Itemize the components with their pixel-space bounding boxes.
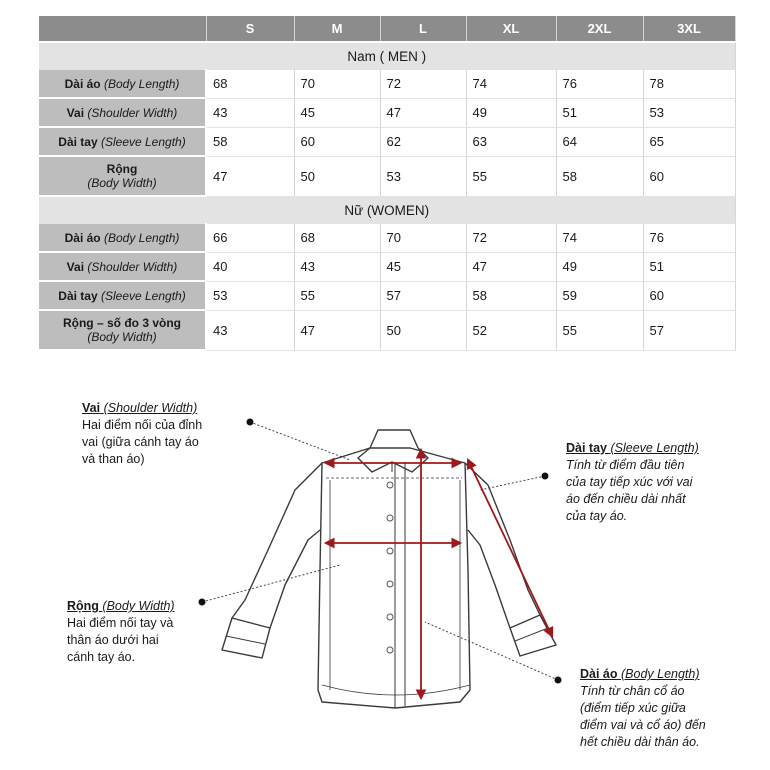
size-header-cell: L [380,16,466,42]
shirt-buttons [387,482,393,653]
table-row [39,98,735,127]
measurement-lines [326,450,552,698]
row-label-vi: Rộng – số đo 3 vòng [62,316,181,330]
annotation-body-width-title: Rộng (Body Width) [67,599,175,613]
measurement-cell: 63 [466,127,556,156]
size-header-cell: 3XL [643,16,735,42]
measurement-cell: 60 [643,156,735,196]
row-label-en: (Body Length) [103,76,180,91]
measurement-cell: 40 [206,252,294,281]
table-row [39,156,735,196]
leader-lines [202,422,558,680]
annotation-sleeve-line-2: của tay tiếp xúc với vai [566,475,693,489]
measurement-cell: 70 [380,224,466,253]
row-label-vi: Vai [66,105,85,120]
annotation-length-line-3: điểm vai và cổ áo) đến [580,718,706,732]
annotation-shoulder-line-1: Hai điểm nối của đỉnh [82,418,203,432]
measurement-cell: 72 [380,70,466,99]
row-label [39,224,206,253]
measurement-cell: 53 [643,98,735,127]
measurement-cell: 47 [294,310,380,350]
measurement-cell: 43 [294,252,380,281]
annotation-shoulder-width [82,400,250,468]
size-header-cell: XL [466,16,556,42]
measurement-cell: 47 [466,252,556,281]
measurement-cell: 70 [294,70,380,99]
section-row-women [39,196,735,224]
section-title-men: Nam ( MEN ) [39,42,735,70]
measurement-cell: 60 [294,127,380,156]
measurement-cell: 60 [643,281,735,310]
annotation-length-title: Dài áo (Body Length) [580,667,700,681]
row-label-en: (Sleeve Length) [100,288,186,303]
section-row-men [39,42,735,70]
row-label-en: (Shoulder Width) [87,105,178,120]
leader-dots [199,419,562,684]
size-header-cell: S [206,16,294,42]
row-label-en: (Body Width) [87,330,157,344]
measurement-cell: 49 [466,98,556,127]
measurement-cell: 55 [294,281,380,310]
measurement-cell: 47 [380,98,466,127]
measurement-cell: 76 [643,224,735,253]
measurement-cell: 45 [380,252,466,281]
size-header-row [39,16,735,42]
measurement-cell: 65 [643,127,735,156]
size-chart-table [39,16,736,351]
annotation-sleeve-line-3: áo đến chiều dài nhất [566,492,686,506]
row-label-vi: Vai [66,259,85,274]
size-header-cell: M [294,16,380,42]
measurement-cell: 78 [643,70,735,99]
row-label-vi: Rộng [106,162,138,176]
shirt-diagram [0,360,770,770]
measurement-cell: 49 [556,252,643,281]
annotation-sleeve-title: Dài tay (Sleeve Length) [566,441,699,455]
row-label-vi: Dài áo [64,76,101,91]
row-label [39,127,206,156]
annotation-body-length [580,666,728,751]
size-header-cell: 2XL [556,16,643,42]
measurement-cell: 76 [556,70,643,99]
table-row [39,310,735,350]
annotation-body-width-line-2: thân áo dưới hai [67,633,159,647]
row-label [39,98,206,127]
measurement-cell: 51 [556,98,643,127]
row-label-vi: Dài tay [58,288,98,303]
measurement-cell: 43 [206,310,294,350]
annotation-length-line-2: (điểm tiếp xúc giữa [580,701,686,715]
measurement-cell: 50 [294,156,380,196]
annotation-length-line-1: Tính từ chân cổ áo [580,684,685,698]
shirt-outline [222,430,556,708]
annotation-body-width [67,598,207,666]
header-corner-cell [39,16,206,42]
size-chart-body [39,16,735,350]
measurement-cell: 47 [206,156,294,196]
measurement-cell: 62 [380,127,466,156]
measurement-cell: 58 [556,156,643,196]
annotation-sleeve-line-4: của tay áo. [566,509,628,523]
row-label [39,310,206,350]
measurement-cell: 55 [556,310,643,350]
table-row [39,224,735,253]
row-label-en: (Shoulder Width) [87,259,178,274]
row-label [39,252,206,281]
table-row [39,252,735,281]
annotation-length-line-4: hết chiều dài thân áo. [580,735,700,749]
measurement-cell: 53 [206,281,294,310]
measurement-cell: 66 [206,224,294,253]
annotation-shoulder-line-3: và than áo) [82,452,145,466]
annotation-sleeve-line-1: Tính từ điểm đầu tiên [566,458,685,472]
measurement-cell: 52 [466,310,556,350]
annotation-body-width-line-3: cánh tay áo. [67,650,136,664]
measurement-cell: 45 [294,98,380,127]
measurement-cell: 68 [206,70,294,99]
table-row [39,70,735,99]
row-label-en: (Body Length) [103,230,180,245]
row-label-vi: Dài tay [58,134,98,149]
table-row [39,127,735,156]
measurement-cell: 74 [466,70,556,99]
row-label-vi: Dài áo [64,230,101,245]
measurement-cell: 57 [380,281,466,310]
row-label-en: (Sleeve Length) [100,134,186,149]
annotation-shoulder-title: Vai (Shoulder Width) [82,401,198,415]
row-label-en: (Body Width) [87,176,157,190]
table-row [39,281,735,310]
measurement-cell: 57 [643,310,735,350]
section-title-women: Nữ (WOMEN) [39,196,735,224]
measurement-cell: 74 [556,224,643,253]
measurement-cell: 64 [556,127,643,156]
measurement-cell: 50 [380,310,466,350]
row-label [39,70,206,99]
annotation-sleeve-length [566,440,726,525]
measurement-cell: 58 [466,281,556,310]
annotation-body-width-line-1: Hai điểm nối tay và [67,616,174,630]
measurement-cell: 58 [206,127,294,156]
row-label [39,156,206,196]
measurement-cell: 51 [643,252,735,281]
measurement-cell: 53 [380,156,466,196]
measurement-cell: 59 [556,281,643,310]
row-label [39,281,206,310]
measurement-cell: 55 [466,156,556,196]
measurement-cell: 68 [294,224,380,253]
measurement-cell: 72 [466,224,556,253]
annotation-shoulder-line-2: vai (giữa cánh tay áo [82,435,199,449]
measurement-cell: 43 [206,98,294,127]
